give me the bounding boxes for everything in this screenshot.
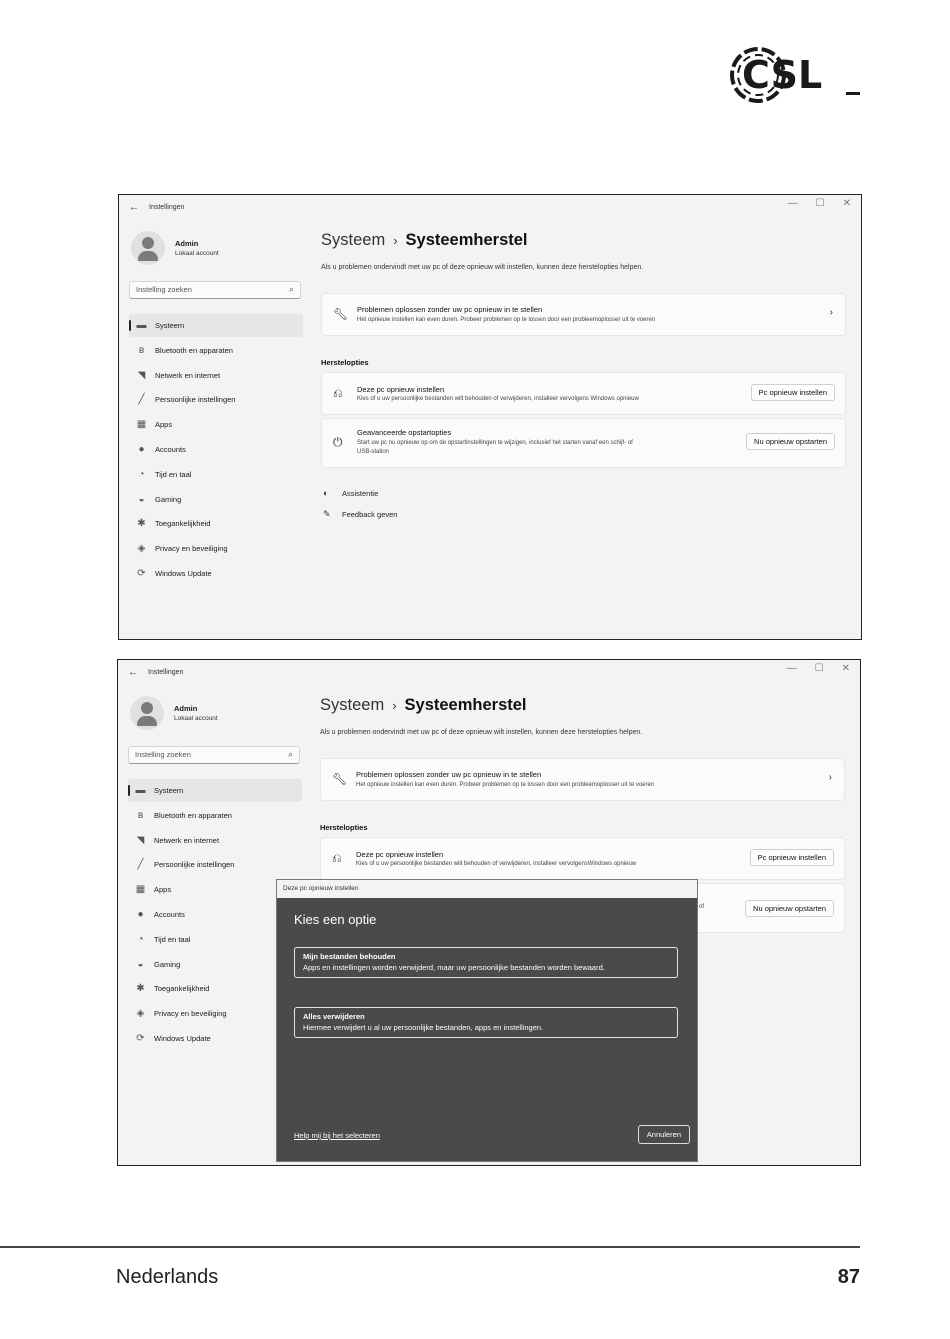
sidebar-item-gaming[interactable] (129, 488, 303, 511)
sidebar-item-netwerk[interactable] (128, 829, 302, 852)
advanced-startup-card (321, 418, 846, 468)
svg-text:CSL: CSL (742, 53, 823, 97)
breadcrumb (321, 231, 528, 250)
sidebar-item-personalization[interactable] (128, 853, 302, 876)
card-subtitle-fragment: of (699, 904, 705, 910)
sidebar-item-systeem[interactable] (128, 779, 302, 802)
section-heading: Herstelopties (321, 358, 369, 367)
shield-icon: ◈ (136, 1008, 145, 1020)
close-button[interactable]: ✕ (842, 198, 851, 209)
page-number: 87 (837, 1266, 860, 1288)
sidebar-item-label: Accounts (154, 909, 185, 919)
chevron-right-icon: › (829, 307, 833, 318)
sidebar-item-label: Systeem (154, 786, 184, 795)
maximize-button[interactable]: ☐ (814, 663, 824, 674)
sidebar-item-systeem[interactable] (129, 314, 303, 337)
reset-pc-card (321, 372, 846, 415)
card-subtitle: Het opnieuw instellen kan even duren. Probeer problemen op te lossen door een probleemoplosser uit te voeren (356, 782, 655, 788)
card-title: Problemen oplossen zonder uw pc opnieuw in te stellen (357, 305, 543, 314)
dialog-heading: Kies een optie (294, 912, 377, 927)
back-arrow-icon[interactable]: ← (129, 202, 139, 213)
troubleshoot-card[interactable] (321, 293, 846, 336)
section-heading: Herstelopties (320, 823, 368, 832)
user-name: Admin (175, 239, 199, 248)
close-button[interactable]: ✕ (841, 663, 850, 674)
accessibility-icon: ✱ (136, 983, 145, 995)
sidebar-item-label: Apps (155, 420, 173, 430)
search-placeholder: Instelling zoeken (135, 750, 191, 759)
monitor-icon: ▬ (136, 320, 147, 331)
account-type: Lokaal account (174, 715, 218, 722)
sidebar-item-label: Tijd en taal (154, 934, 191, 944)
avatar (131, 231, 165, 265)
page-intro: Als u problemen ondervindt met uw pc of deze opnieuw wilt instellen, kunnen deze herstelopties helpen. (320, 729, 643, 736)
globe-clock-icon: ◔ (138, 468, 145, 480)
gamepad-icon: ◒ (138, 493, 145, 505)
bluetooth-icon: ʙ (137, 809, 144, 821)
maximize-button[interactable]: ☐ (815, 198, 825, 209)
card-subtitle: Kies of u uw persoonlijke bestanden wilt behouden of verwijderen, installeer vervolgensWindows opnieuw (356, 861, 637, 867)
wifi-icon: ◥ (136, 834, 145, 846)
reset-pc-dialog (276, 879, 698, 1162)
reset-pc-button[interactable]: Pc opnieuw instellen (751, 384, 835, 401)
breadcrumb-parent[interactable]: Systeem (321, 231, 386, 249)
accessibility-icon: ✱ (137, 518, 146, 530)
page-title: Systeemherstel (404, 696, 527, 714)
advanced-startup-icon: ⏻ (333, 435, 343, 449)
dialog-title: Deze pc opnieuw instellen (277, 880, 697, 898)
sidebar-item-label: Apps (154, 885, 172, 895)
card-subtitle: Het opnieuw instellen kan even duren. Probeer problemen op te lossen door een probleemoplosser uit te voeren (357, 317, 656, 323)
feedback-icon: ✎ (323, 509, 331, 519)
sidebar-item-label: Windows Update (155, 568, 212, 578)
sidebar-item-label: Gaming (154, 959, 181, 969)
sidebar-item-label: Toegankelijkheid (155, 519, 211, 529)
sidebar-item-label: Gaming (155, 494, 182, 504)
cancel-button[interactable]: Annuleren (638, 1125, 690, 1144)
search-icon: ⌕ (287, 749, 293, 759)
wifi-icon: ◥ (137, 369, 146, 381)
user-name: Admin (174, 704, 198, 713)
reset-pc-card (320, 837, 845, 880)
shield-icon: ◈ (137, 543, 146, 555)
sidebar-item-label: Tijd en taal (155, 469, 192, 479)
wrench-icon: 🔧︎ (333, 307, 349, 321)
sidebar-item-time-language[interactable] (129, 463, 303, 486)
sidebar-item-label: Systeem (155, 321, 185, 330)
breadcrumb-separator: › (393, 233, 398, 248)
settings-window-recovery (118, 194, 862, 640)
sidebar-item-label: Privacy en beveiliging (154, 1009, 227, 1019)
wrench-icon: 🔧︎ (332, 772, 348, 786)
search-input[interactable] (129, 281, 301, 299)
sidebar-item-label: Privacy en beveiliging (155, 544, 228, 554)
sidebar-item-label: Bluetooth en apparaten (155, 345, 233, 355)
sidebar-item-bluetooth[interactable] (129, 339, 303, 362)
minimize-button[interactable]: — (786, 663, 797, 674)
update-icon: ⟳ (136, 1032, 145, 1044)
user-profile[interactable] (131, 231, 219, 265)
account-type: Lokaal account (175, 250, 219, 257)
option-title: Mijn bestanden behouden (303, 952, 396, 961)
csl-logo (728, 42, 863, 110)
apps-icon: ▦ (136, 419, 147, 431)
option-description: Apps en instellingen worden verwijderd, maar uw persoonlijke bestanden worden bewaard. (303, 963, 605, 972)
help-me-choose-link[interactable]: Help mij bij het selecteren (294, 1131, 380, 1140)
apps-icon: ▦ (135, 884, 146, 896)
minimize-button[interactable]: — (787, 198, 798, 209)
person-icon: ● (137, 908, 144, 920)
user-profile[interactable] (130, 696, 218, 730)
sidebar-item-accounts[interactable] (129, 438, 303, 461)
window-controls (788, 198, 851, 209)
option-description: Hiermee verwijdert u al uw persoonlijke bestanden, apps en instellingen. (303, 1023, 544, 1032)
globe-clock-icon: ◔ (137, 933, 144, 945)
window-titlebar (129, 204, 184, 211)
option-title: Alles verwijderen (303, 1012, 365, 1021)
card-title: Deze pc opnieuw instellen (357, 385, 445, 394)
bluetooth-icon: ʙ (138, 344, 145, 356)
sidebar-item-label: Bluetooth en apparaten (154, 810, 232, 820)
footer-language: Nederlands (116, 1266, 219, 1288)
sidebar-item-label: Netwerk en internet (155, 370, 221, 380)
help-icon: ◐ (323, 488, 329, 498)
link-label: Assistentie (342, 488, 379, 498)
sidebar-item-apps[interactable] (129, 413, 303, 436)
person-icon: ● (138, 443, 145, 455)
reset-pc-icon: ⎌ (333, 386, 343, 400)
gamepad-icon: ◒ (137, 958, 144, 970)
card-title: Deze pc opnieuw instellen (356, 850, 444, 859)
restart-now-button[interactable]: Nu opnieuw opstarten (746, 433, 835, 450)
sidebar-item-label: Persoonlijke instellingen (155, 395, 236, 405)
reset-pc-icon: ⎌ (332, 851, 342, 865)
window-controls (787, 663, 850, 674)
keep-files-option[interactable] (294, 947, 678, 978)
help-link[interactable] (323, 488, 378, 498)
link-label: Feedback geven (342, 510, 398, 519)
brush-icon: ╱ (137, 859, 144, 871)
card-subtitle-line2: USB-station (357, 449, 390, 455)
card-subtitle: Kies of u uw persoonlijke bestanden wilt behouden of verwijderen, installeer vervolgens Windows opnieuw (357, 396, 639, 402)
reset-pc-button[interactable]: Pc opnieuw instellen (750, 849, 834, 866)
chevron-right-icon: › (828, 772, 832, 783)
sidebar-item-windows-update[interactable] (129, 562, 303, 585)
monitor-icon: ▬ (135, 785, 146, 796)
avatar (130, 696, 164, 730)
feedback-link[interactable] (323, 509, 397, 520)
search-icon: ⌕ (288, 284, 294, 294)
search-input[interactable] (128, 746, 300, 764)
page-intro: Als u problemen ondervindt met uw pc of deze opnieuw wilt instellen, kunnen deze herstelopties helpen. (321, 264, 644, 271)
window-title: Instellingen (149, 204, 185, 211)
sidebar-item-label: Windows Update (154, 1033, 211, 1043)
card-subtitle-line1: Start uw pc nu opnieuw op om de opstartinstellingen te wijzigen, inclusief het starten vanaf een schijf- of (357, 440, 633, 446)
update-icon: ⟳ (137, 567, 146, 579)
back-arrow-icon[interactable]: ← (128, 667, 138, 678)
brush-icon: ╱ (138, 394, 145, 406)
card-title: Geavanceerde opstartopties (357, 428, 452, 437)
sidebar-item-label: Persoonlijke instellingen (154, 860, 235, 870)
sidebar-item-label: Accounts (155, 444, 186, 454)
sidebar-item-netwerk[interactable] (129, 364, 303, 387)
page-title: Systeemherstel (405, 231, 528, 249)
breadcrumb-parent[interactable]: Systeem (320, 696, 385, 714)
sidebar-item-privacy[interactable] (129, 537, 303, 560)
sidebar-item-label: Toegankelijkheid (154, 984, 210, 994)
sidebar-nav (129, 314, 303, 587)
remove-everything-option[interactable] (294, 1007, 678, 1038)
sidebar-item-accessibility[interactable] (129, 512, 303, 535)
settings-window-reset-dialog (117, 659, 861, 1166)
troubleshoot-card[interactable] (320, 758, 845, 801)
window-title: Instellingen (148, 669, 184, 676)
breadcrumb-separator: › (392, 698, 397, 713)
window-titlebar (128, 669, 183, 676)
footer-divider (0, 1246, 860, 1248)
sidebar-item-bluetooth[interactable] (128, 804, 302, 827)
search-placeholder: Instelling zoeken (136, 285, 192, 294)
card-title: Problemen oplossen zonder uw pc opnieuw in te stellen (356, 770, 542, 779)
breadcrumb (320, 696, 527, 715)
sidebar-item-personalization[interactable] (129, 388, 303, 411)
restart-now-button[interactable]: Nu opnieuw opstarten (745, 900, 834, 917)
sidebar-item-label: Netwerk en internet (154, 835, 220, 845)
